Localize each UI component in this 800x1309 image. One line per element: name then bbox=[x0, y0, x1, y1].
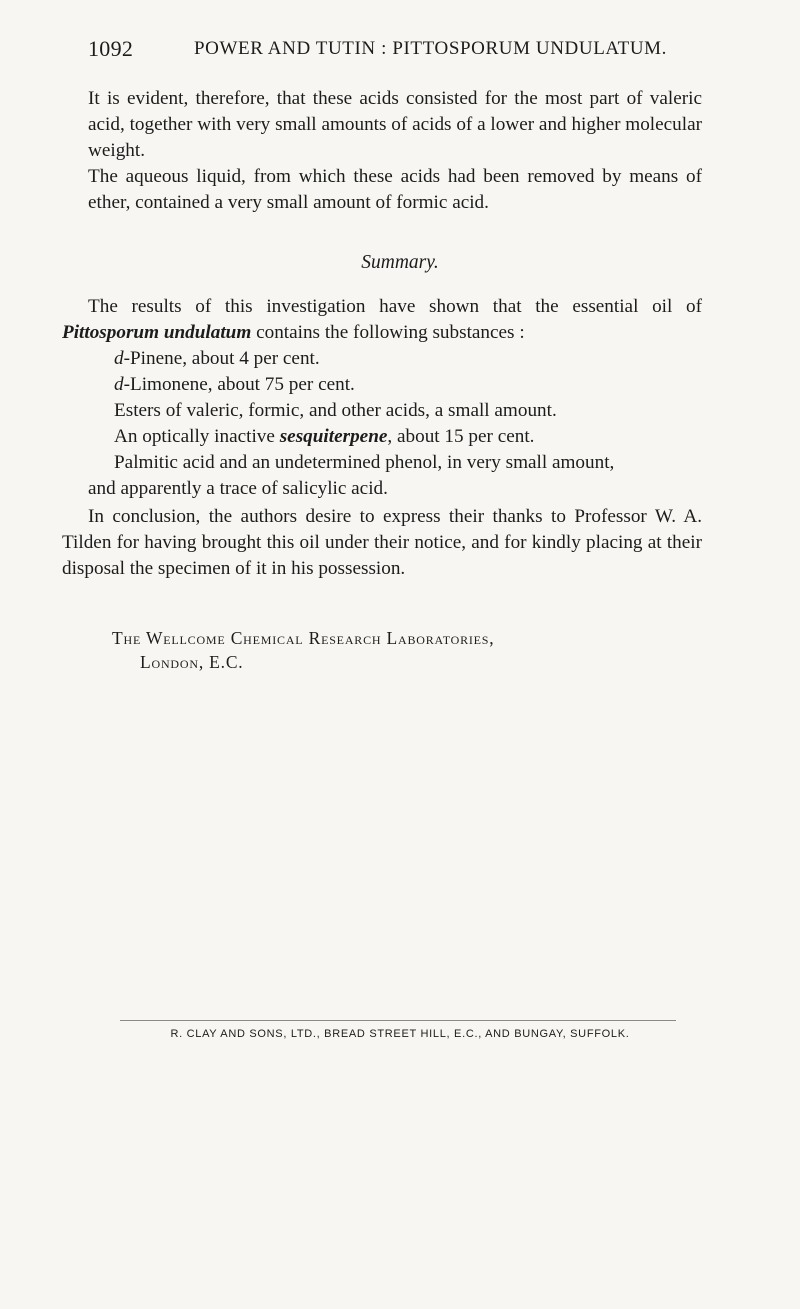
footer-rule bbox=[120, 1020, 676, 1021]
signature-institution: The Wellcome Chemical Research Laboratories, bbox=[112, 628, 495, 648]
running-title: POWER AND TUTIN : PITTOSPORUM UNDULATUM. bbox=[194, 38, 667, 59]
summary-heading: Summary. bbox=[361, 252, 439, 273]
list-item: d-Pinene, about 4 per cent. bbox=[114, 348, 320, 369]
paragraph-conclusion: In conclusion, the authors desire to express their thanks to Professor W. A. Tilden for having brought this oil under their notice, and for kindly placing at their disposal the specimen of it in his possession. bbox=[62, 506, 702, 579]
list-item: Palmitic acid and an undetermined phenol, in very small amount, bbox=[114, 452, 615, 473]
summary-intro-before: The results of this investigation have shown that the essential oil of bbox=[88, 296, 702, 317]
page-header bbox=[88, 36, 708, 66]
species-name: Pittosporum undulatum bbox=[62, 322, 252, 343]
list-item: An optically inactive sesquiterpene, about 15 per cent. bbox=[114, 426, 535, 447]
list-item: d-Limonene, about 75 per cent. bbox=[114, 374, 355, 395]
page-number: 1092 bbox=[88, 36, 134, 61]
printer-imprint: R. CLAY AND SONS, LTD., BREAD STREET HILL, E.C., AND BUNGAY, SUFFOLK. bbox=[170, 1028, 630, 1040]
isomer-prefix: d bbox=[114, 348, 124, 369]
substance-list bbox=[88, 346, 702, 502]
paragraph-valeric-acid: It is evident, therefore, that these acids consisted for the most part of valeric acid, together with very small amounts of acids of a lower and higher molecular weight. bbox=[88, 88, 702, 161]
isomer-prefix: d bbox=[114, 374, 124, 395]
signature-block bbox=[112, 626, 494, 674]
list-item: Esters of valeric, formic, and other acids, a small amount. bbox=[114, 400, 557, 421]
signature-location: London, E.C. bbox=[140, 652, 244, 672]
sesquiterpene-term: sesquiterpene bbox=[279, 426, 388, 447]
paragraph-formic-acid: The aqueous liquid, from which these acids had been removed by means of ether, contained a very small amount of formic acid. bbox=[88, 166, 702, 213]
summary-intro-after: contains the following substances : bbox=[251, 322, 525, 343]
summary-intro bbox=[62, 294, 702, 346]
list-item-continuation: and apparently a trace of salicylic acid. bbox=[88, 478, 388, 499]
